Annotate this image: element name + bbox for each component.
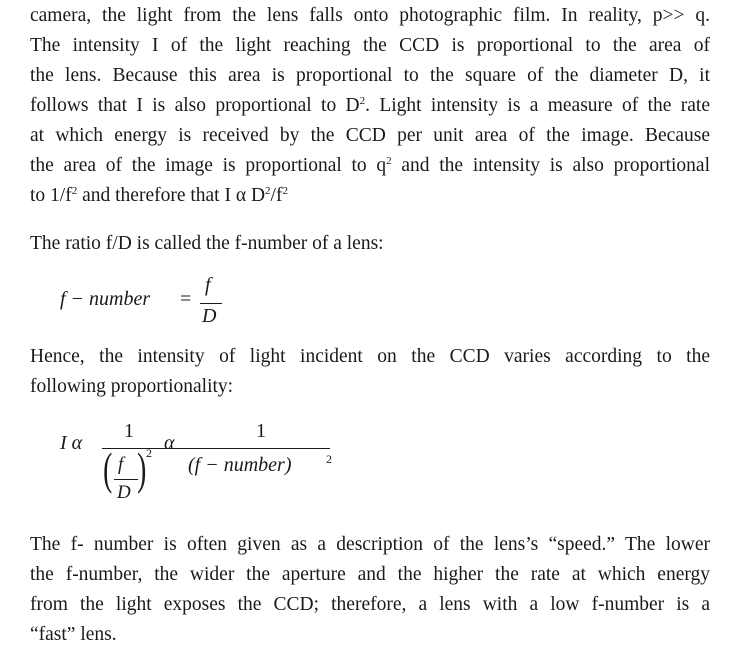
text-line: Hence, the intensity of light incident on the CCD varies according to the	[30, 346, 710, 367]
text-line: The intensity I of the light reaching the CCD is proportional to the area of	[30, 35, 710, 56]
text-line: the f-number, the wider the aperture and the higher the rate at which energy	[30, 564, 710, 585]
formula2-alpha: α	[164, 432, 175, 454]
text-line: “fast” lens.	[30, 624, 117, 645]
formula2-denominator-2: (f − number)	[188, 454, 292, 476]
formula-equals: =	[180, 288, 192, 310]
formula-f-number	[30, 272, 330, 342]
text-line: The f- number is often given as a description of the lens’s “speed.” The lower	[30, 534, 710, 555]
formula2-numerator-2: 1	[256, 420, 266, 442]
text-line: the lens. Because this area is proportional to the square of the diameter D, it	[30, 65, 710, 86]
right-paren: )	[137, 443, 147, 494]
text-line: at which energy is received by the CCD per unit area of the image. Because	[30, 125, 710, 146]
fraction-bar	[200, 303, 222, 304]
text-line: from the light exposes the CCD; therefore, a lens with a low f-number is a	[30, 594, 710, 615]
exponent-2: 2	[326, 452, 332, 466]
paragraph-proportionality-intro	[30, 342, 710, 402]
text-line: follows that I is also proportional to $D^2$. Light intensity is a measure of the rate	[30, 95, 710, 116]
formula-numerator: f	[205, 274, 211, 296]
formula-intensity-proportionality	[30, 412, 430, 522]
inner-numerator: f	[118, 454, 124, 475]
text-line: following proportionality:	[30, 376, 234, 397]
paragraph-intensity	[30, 1, 710, 211]
inner-fraction-bar	[114, 479, 138, 480]
fraction-bar-2	[184, 448, 330, 449]
formula-lhs: f − number	[60, 288, 151, 310]
formula2-lhs: I α	[60, 432, 83, 454]
formula-denominator: D	[202, 305, 217, 327]
text-line: camera, the light from the lens falls onto photographic film. In reality, p>> q.	[30, 5, 710, 26]
exponent-1: 2	[146, 446, 152, 460]
formula2-numerator-1: 1	[124, 420, 134, 442]
paragraph-lens-speed	[30, 530, 710, 650]
text-line: the area of the image is proportional to $q^2$ and the intensity is also proportional	[30, 155, 710, 176]
paragraph-f-number-definition: The ratio f/D is called the f-number of a lens:	[30, 233, 384, 254]
inner-denominator: D	[117, 482, 131, 503]
text-line: to $1/f^2$ and therefore that I α $D^2/f^2$	[30, 185, 288, 206]
left-paren: (	[103, 443, 113, 494]
